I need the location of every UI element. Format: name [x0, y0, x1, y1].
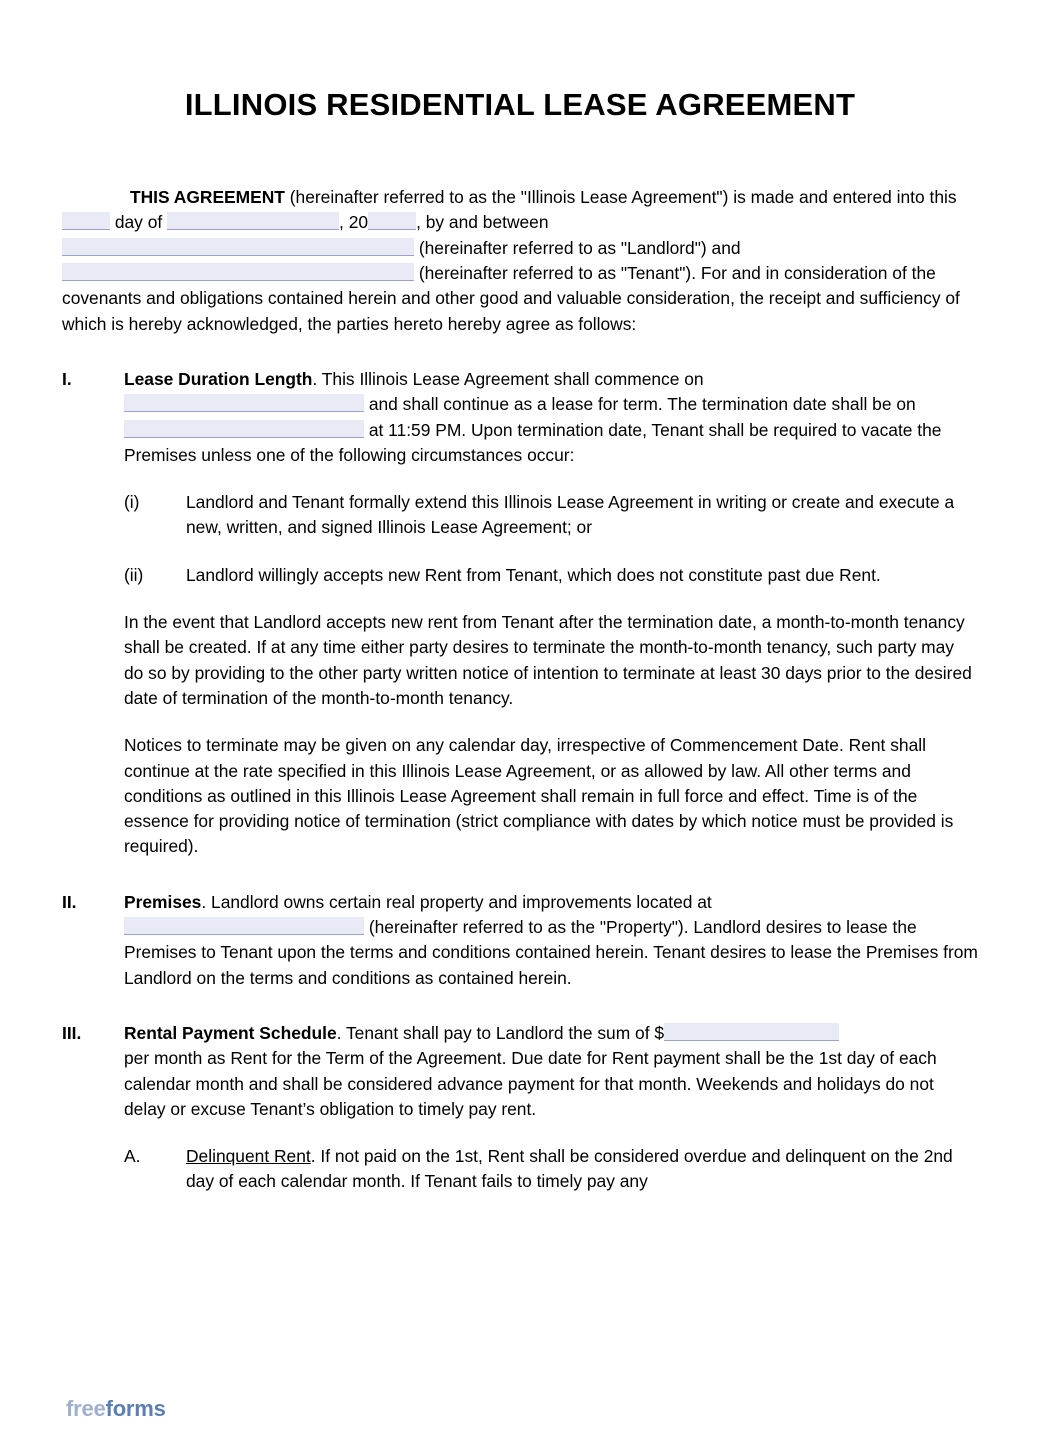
- section-numeral-3: III.: [62, 1022, 82, 1043]
- freeforms-logo: [66, 1396, 166, 1422]
- tenant-name-field[interactable]: [62, 263, 414, 281]
- section-numeral-1: I.: [62, 368, 72, 389]
- section-2-paragraph: [124, 890, 978, 991]
- day-blank-field[interactable]: [62, 212, 110, 230]
- section-rental-payment: [62, 1021, 978, 1195]
- subitem-i-marker: (i): [124, 492, 140, 513]
- commencement-date-field[interactable]: [124, 394, 364, 412]
- subitem-a-body: [186, 1144, 978, 1195]
- intro-paragraph: [62, 185, 978, 236]
- section-1-paragraph: [124, 367, 978, 468]
- subitem-a-text: . If not paid on the 1st, Rent shall be considered overdue and delinquent on the 2nd day of each calendar month. If Tenant fails to timely pay any: [186, 1146, 953, 1192]
- subitem-i: [124, 490, 978, 541]
- section-2-text-2: (hereinafter referred to as the "Property"). Landlord desires to lease the Premises to Tenant upon the terms and conditions contained herein. Tenant desires to lease the Premises from Landlord on the terms and conditions as contained herein.: [124, 917, 978, 988]
- subitem-i-text: Landlord and Tenant formally extend this Illinois Lease Agreement in writing or create and execute a new, written, and signed Illinois Lease Agreement; or: [186, 492, 955, 538]
- month-blank-field[interactable]: [167, 212, 339, 230]
- delinquent-rent-label: Delinquent Rent: [186, 1146, 311, 1167]
- intro-lead: THIS AGREEMENT: [130, 187, 285, 208]
- document-body: [0, 185, 1040, 1195]
- section-1-text-2: and shall continue as a lease for term. The termination date shall be on: [364, 394, 916, 415]
- subitem-ii-text: Landlord willingly accepts new Rent from Tenant, which does not constitute past due Rent.: [186, 564, 881, 585]
- section-1-text-3: at 11:59 PM. Upon termination date, Tenant shall be required to vacate the Premises unless one of the following circumstances occur:: [124, 419, 942, 465]
- section-premises: [62, 890, 978, 991]
- landlord-text: (hereinafter referred to as "Landlord") and: [418, 237, 741, 258]
- intro-text-3: , 20: [339, 212, 369, 233]
- subitem-a-marker: A.: [124, 1146, 141, 1167]
- section-3-text-1: . Tenant shall pay to Landlord the sum of $: [336, 1022, 665, 1043]
- section-3-paragraph: [124, 1021, 978, 1122]
- landlord-line: [62, 236, 978, 261]
- landlord-name-field[interactable]: [62, 238, 414, 256]
- subitem-ii: [124, 563, 978, 588]
- document-page: [0, 86, 1040, 1450]
- section-2-heading: Premises: [124, 891, 202, 912]
- section-2-text-1: . Landlord owns certain real property and improvements located at: [201, 891, 712, 912]
- termination-date-field[interactable]: [124, 420, 364, 438]
- section-1-heading: Lease Duration Length: [124, 368, 313, 389]
- rent-amount-field[interactable]: [664, 1023, 839, 1041]
- intro-text-2: day of: [110, 212, 168, 233]
- section-3-heading: Rental Payment Schedule: [124, 1022, 337, 1043]
- section-1-paragraph-2: In the event that Landlord accepts new rent from Tenant after the termination date, a month-to-month tenancy shall be created. If at any time either party desires to terminate the month-to-month tenancy, such party may do so by providing to the other party written notice of intention to terminate at least 30 days prior to the desired date of termination of the month-to-month tenancy.: [124, 612, 972, 708]
- year-blank-field[interactable]: [368, 212, 416, 230]
- section-3-text-2: per month as Rent for the Term of the Agreement. Due date for Rent payment shall be the 1st day of each calendar month and shall be considered advance payment for that month. Weekends and holidays do not delay or excuse Tenant’s obligation to timely pay rent.: [124, 1048, 937, 1119]
- section-numeral-2: II.: [62, 891, 77, 912]
- logo-free-text: free: [66, 1396, 106, 1421]
- property-address-field[interactable]: [124, 917, 364, 935]
- section-1-text-1: . This Illinois Lease Agreement shall commence on: [312, 368, 704, 389]
- tenant-line: [62, 261, 978, 337]
- subitem-a-delinquent-rent: [124, 1144, 978, 1195]
- page-title: ILLINOIS RESIDENTIAL LEASE AGREEMENT: [184, 87, 856, 122]
- intro-text-4: , by and between: [416, 212, 549, 233]
- subitem-ii-marker: (ii): [124, 564, 144, 585]
- tenant-text: (hereinafter referred to as "Tenant"). For and in consideration of the covenants and obligations contained herein and other good and valuable consideration, the receipt and sufficiency of which is hereby acknowledged, the parties hereto hereby agree as follows:: [62, 263, 960, 334]
- logo-forms-text: forms: [105, 1396, 166, 1421]
- intro-text-1: (hereinafter referred to as the "Illinois Lease Agreement") is made and entered into this: [284, 187, 957, 208]
- section-1-paragraph-3: Notices to terminate may be given on any calendar day, irrespective of Commencement Date. Rent shall continue at the rate specified in this Illinois Lease Agreement, or as allowed by law. All other terms and conditions as outlined in this Illinois Lease Agreement shall remain in full force and effect. Time is of the essence for providing notice of termination (strict compliance with dates by which notice must be provided is required).: [124, 735, 954, 857]
- section-lease-duration: [62, 367, 978, 860]
